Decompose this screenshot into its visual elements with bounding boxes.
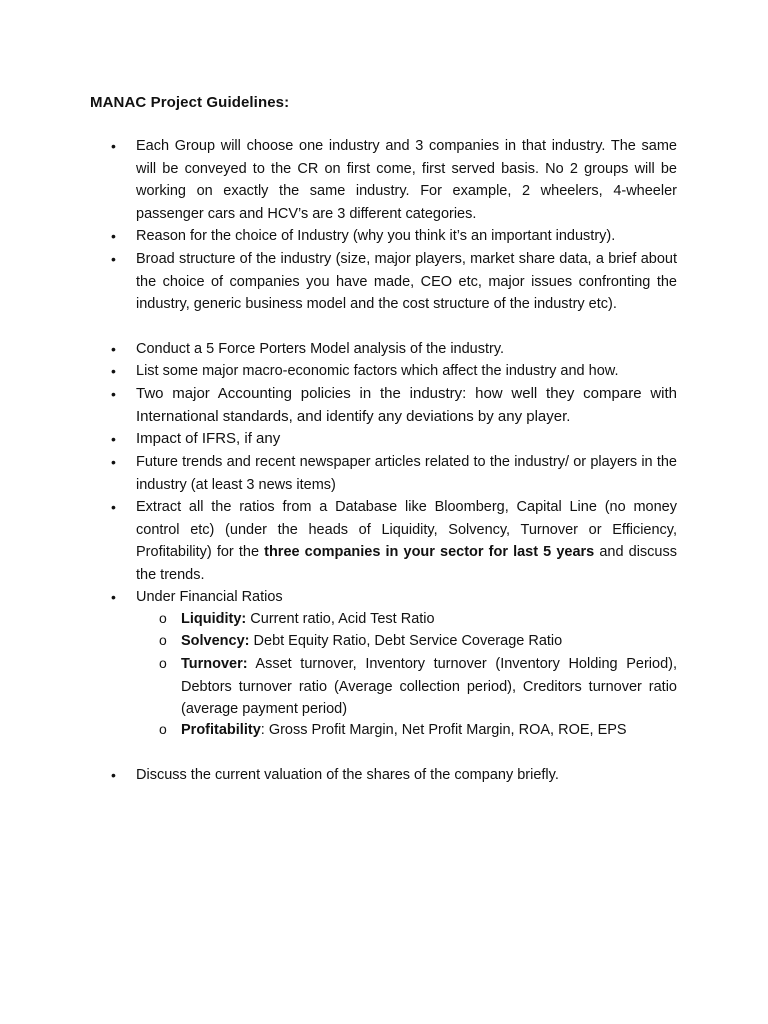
ratio-label: Solvency:	[181, 633, 250, 649]
list-item: • Broad structure of the industry (size, major players, market share data, a brief about the choice of companies you have made, CEO etc, major issues confronting the industry, generic business model and the cost structure of the industry etc).	[136, 248, 677, 316]
list-item: • List some major macro-economic factors which affect the industry and how.	[136, 360, 677, 383]
list-item	[136, 496, 677, 586]
list-item: • Two major Accounting policies in the industry: how well they compare with International standards, and identify any deviations by any player.	[136, 383, 677, 428]
list-item: • Conduct a 5 Force Porters Model analysis of the industry.	[136, 338, 677, 361]
sub-list-item	[181, 719, 677, 742]
bullet-text: Extract all the ratios from a Database like Bloomberg, Capital Line (no money control etc) (under the heads of Liquidity, Solvency, Turnover or Efficiency, Profitability) for the	[136, 499, 677, 560]
bullet-emphasis: three companies in your sector for last 5 years	[264, 544, 595, 560]
ratio-text: Current ratio, Acid Test Ratio	[246, 611, 435, 627]
sub-list-item	[181, 653, 677, 721]
ratio-text: Debt Equity Ratio, Debt Service Coverage Ratio	[249, 633, 563, 649]
list-item: • Reason for the choice of Industry (why you think it’s an important industry).	[136, 225, 677, 248]
ratio-label: Liquidity:	[181, 611, 247, 627]
bullet-text: and discuss the trends.	[136, 544, 677, 583]
list-item: • Under Financial Ratios	[136, 586, 677, 609]
list-item: • Impact of IFRS, if any	[136, 428, 677, 451]
sub-list-item	[181, 608, 677, 631]
list-item: • Future trends and recent newspaper articles related to the industry/ or players in the industry (at least 3 news items)	[136, 451, 677, 496]
page-title: MANAC Project Guidelines:	[90, 94, 290, 111]
ratio-text: : Gross Profit Margin, Net Profit Margin, ROA, ROE, EPS	[260, 722, 627, 738]
ratio-label: Profitability	[181, 722, 261, 738]
ratio-text: Asset turnover, Inventory turnover (Inventory Holding Period), Debtors turnover ratio (Average collection period), Creditors turnover ratio (average payment period)	[181, 656, 677, 717]
list-item: • Each Group will choose one industry and 3 companies in that industry. The same will be conveyed to the CR on first come, first served basis. No 2 groups will be working on exactly the same industry. For example, 2 wheelers, 4-wheeler passenger cars and HCV’s are 3 different categories.	[136, 135, 677, 225]
ratio-label: Turnover:	[181, 656, 248, 672]
list-item: • Discuss the current valuation of the shares of the company briefly.	[136, 764, 677, 787]
sub-list-item	[181, 630, 677, 653]
